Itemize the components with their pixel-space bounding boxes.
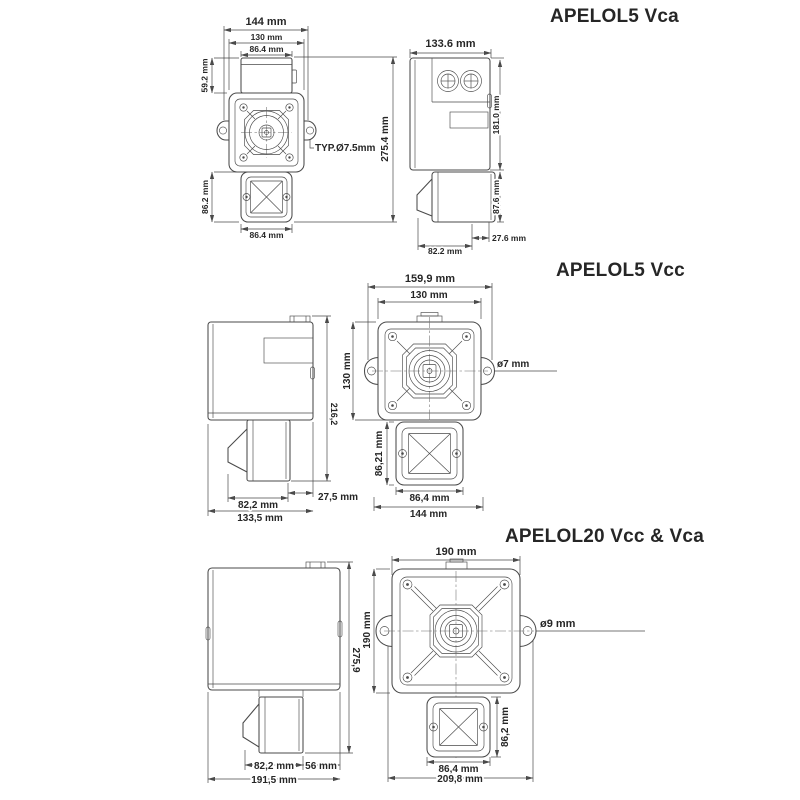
dim-offset: 27,5 mm <box>318 492 359 503</box>
hole-callout: ø7 mm <box>497 359 530 370</box>
dim-width-body: 190 mm <box>435 546 477 558</box>
front-view <box>376 546 645 785</box>
dim-width-mount: 209,8 mm <box>437 774 483 785</box>
dim-width-horn: 82,2 mm <box>237 500 279 511</box>
section-apelol20 <box>206 526 704 786</box>
side-view <box>208 316 358 524</box>
dim-width-sounder: 86,4 mm <box>409 493 450 504</box>
sounder-box <box>396 422 463 485</box>
section-title: APELOL5 Vcc <box>556 260 685 281</box>
dim-width-body: 130 mm <box>410 290 448 301</box>
dim-width-box: 86.4 mm <box>249 44 284 54</box>
front-view <box>200 16 398 240</box>
beacon-body <box>229 93 304 172</box>
dim-height-horn: 87.6 mm <box>491 179 501 215</box>
dim-width-total: 133.6 mm <box>425 38 476 50</box>
dim-width-body: 130 mm <box>250 32 283 42</box>
side-view <box>410 38 526 256</box>
dim-height-total: 275.4 mm <box>380 116 391 162</box>
dim-height-body: 130 mm <box>342 352 353 390</box>
dim-height-box: 59.2 mm <box>199 58 210 93</box>
dim-width-horn: 82,2 mm <box>253 761 295 772</box>
section-title: APELOL20 Vcc & Vca <box>505 526 704 547</box>
dim-offset: 27.6 mm <box>492 233 527 243</box>
beacon-body <box>372 313 488 424</box>
dim-offset: 56 mm <box>305 761 337 772</box>
dim-width-total: 133,5 mm <box>237 513 283 524</box>
hole-callout: TYP.Ø7.5mm <box>315 143 376 154</box>
junction-box <box>241 58 297 93</box>
housing-body <box>206 562 342 690</box>
housing-body <box>208 316 315 420</box>
dim-height-total: 216,2 <box>329 402 339 426</box>
horn <box>243 690 303 753</box>
housing-body <box>410 58 492 170</box>
dim-height-sounder: 86,21 mm <box>374 430 385 477</box>
sounder-box <box>427 697 490 757</box>
dim-height-front-body: 190 mm <box>362 611 373 649</box>
sounder-box <box>241 172 292 222</box>
horn <box>228 420 290 481</box>
side-view <box>206 562 390 786</box>
dim-width-total: 191,5 mm <box>251 775 297 786</box>
section-apelol5-vcc <box>208 260 685 524</box>
dim-height-sounder: 86,2 mm <box>500 706 511 748</box>
dim-height-body: 181.0 mm <box>491 95 501 135</box>
horn <box>417 172 495 222</box>
dim-width-sounder: 86.4 mm <box>249 230 284 240</box>
dim-width-outer: 144 mm <box>245 16 287 28</box>
section-title: APELOL5 Vca <box>550 6 679 27</box>
hole-callout: ø9 mm <box>540 618 576 630</box>
front-view <box>342 273 557 520</box>
dim-width-mount: 144 mm <box>409 509 448 520</box>
dim-height-sounder: 86.2 mm <box>200 179 210 215</box>
dim-width-horn: 82.2 mm <box>427 246 463 256</box>
dim-width-sounder: 86,4 mm <box>438 764 479 775</box>
dim-height-total: 275,9 <box>350 647 361 673</box>
dim-width-outer: 159,9 mm <box>404 273 456 285</box>
section-apelol5-vca <box>200 6 680 256</box>
